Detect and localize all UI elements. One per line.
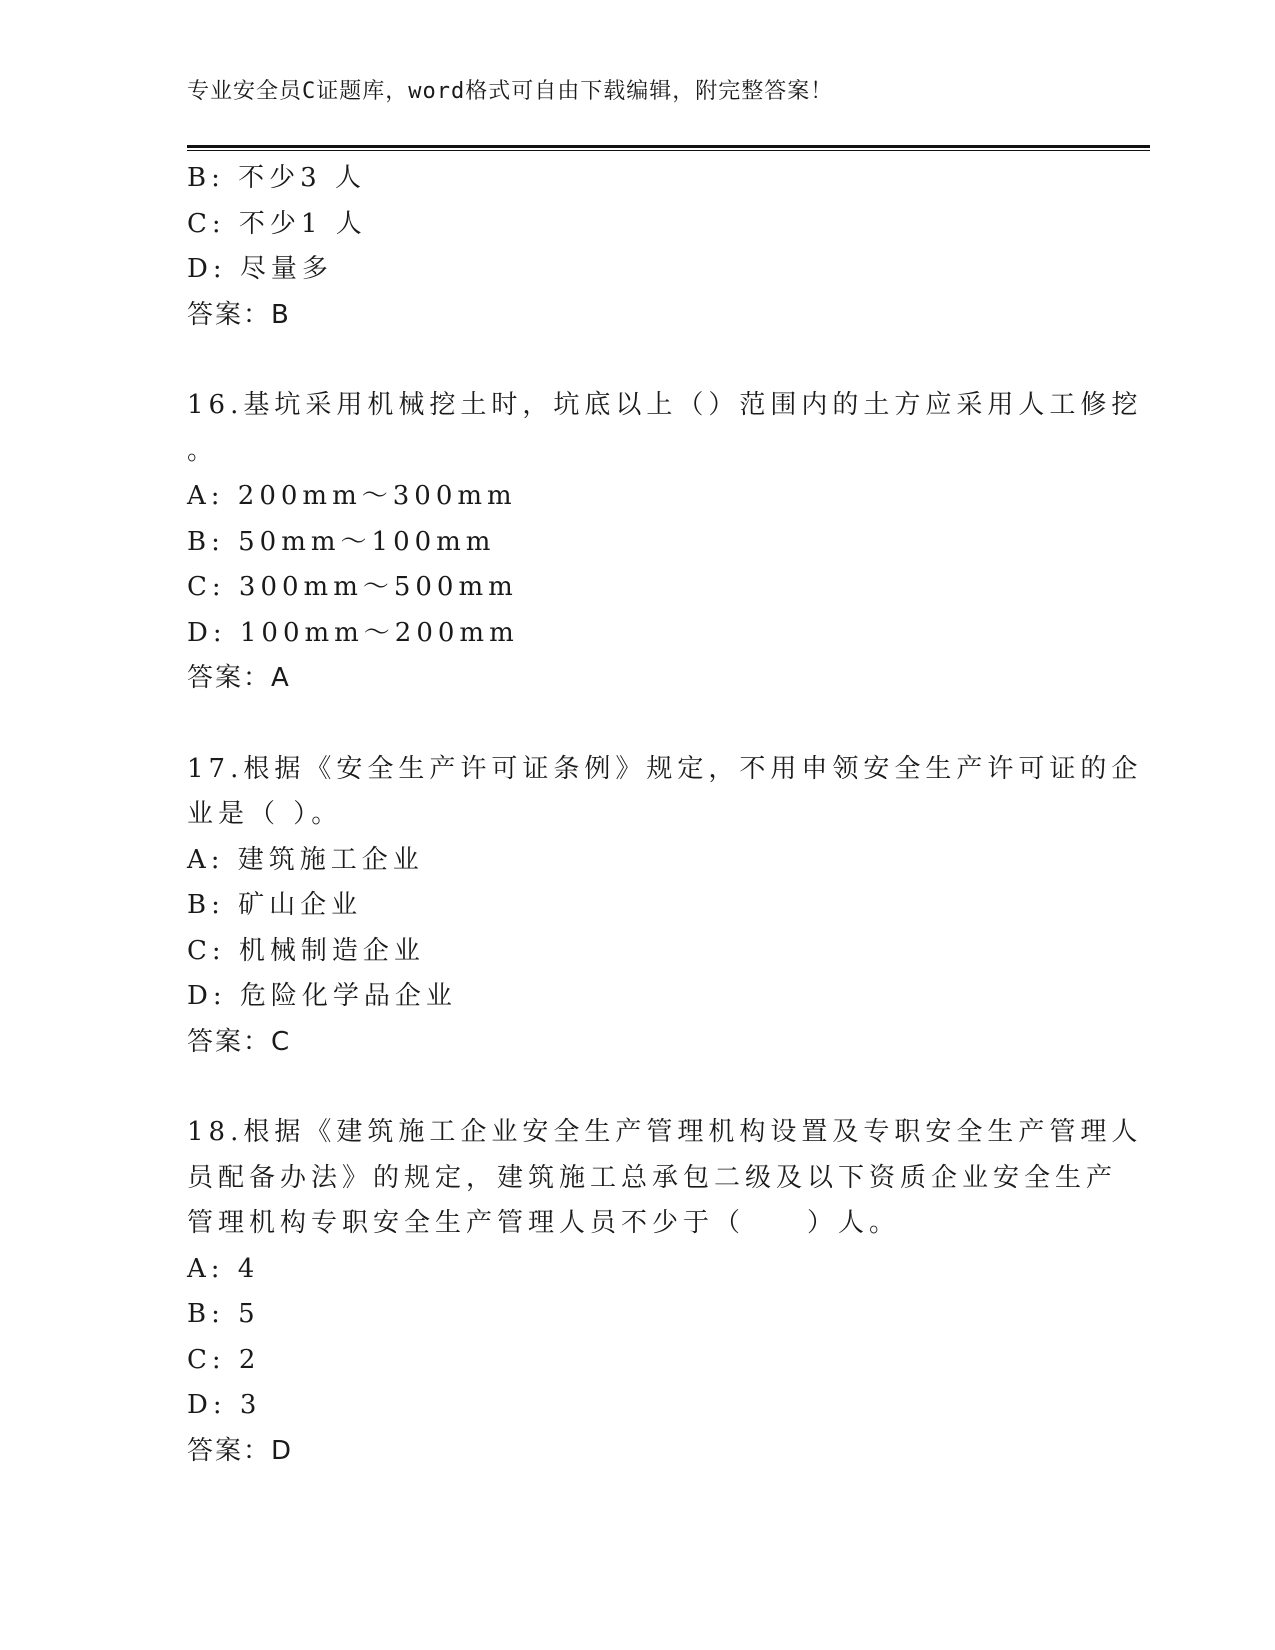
option-a: A: 200mm～300mm <box>187 481 517 511</box>
option-b: B: 矿山企业 <box>187 890 363 920</box>
question-text-line: 。 <box>187 435 219 466</box>
question-17-block <box>187 747 1143 1066</box>
option-a: A: 4 <box>187 1253 260 1284</box>
option-c: C: 300mm～500mm <box>187 572 518 602</box>
answer-line: 答案：D <box>187 1435 294 1466</box>
option-b: B: 不少3 人 <box>187 163 366 193</box>
question-text-line: 员配备办法》的规定，建筑施工总承包二级及以下资质企业安全生产 <box>187 1162 1118 1193</box>
answer-line: 答案：C <box>187 1026 292 1057</box>
question-text-line: 16.基坑采用机械挖土时，坑底以上（）范围内的土方应采用人工修挖 <box>187 390 1143 420</box>
header-divider-thick <box>187 145 1150 148</box>
spacer <box>187 702 1087 747</box>
option-a: A: 建筑施工企业 <box>187 844 424 875</box>
option-d: D: 危险化学品企业 <box>187 981 457 1011</box>
question-text-line: 17.根据《安全生产许可证条例》规定，不用申领安全生产许可证的企 <box>187 753 1143 784</box>
option-b: B: 50mm～100mm <box>187 526 496 557</box>
question-text-line: 业是（ ）。 <box>187 799 343 829</box>
option-c: C: 机械制造企业 <box>187 935 425 966</box>
answer-line: 答案：A <box>187 663 291 693</box>
header-divider-thin <box>187 150 1150 151</box>
page-header: 专业安全员C证题库，word格式可自由下载编辑，附完整答案！ <box>187 79 834 104</box>
option-c: C: 2 <box>187 1344 261 1375</box>
option-d: D: 尽量多 <box>187 254 333 284</box>
question-text-line: 18.根据《建筑施工企业安全生产管理机构设置及专职安全生产管理人 <box>187 1117 1143 1147</box>
question-text-line: 管理机构专职安全生产管理人员不少于（ ）人。 <box>187 1208 901 1238</box>
question-16-block <box>187 383 1143 702</box>
option-b: B: 5 <box>187 1299 260 1329</box>
spacer <box>187 1065 1087 1110</box>
question-content <box>187 156 1143 1474</box>
option-d: D: 3 <box>187 1390 262 1420</box>
question-18-block <box>187 1110 1143 1474</box>
answer-line: 答案：B <box>187 299 291 330</box>
question-15-block <box>187 156 1087 338</box>
option-c: C: 不少1 人 <box>187 208 367 239</box>
spacer <box>187 338 1087 383</box>
option-d: D: 100mm～200mm <box>187 617 519 648</box>
